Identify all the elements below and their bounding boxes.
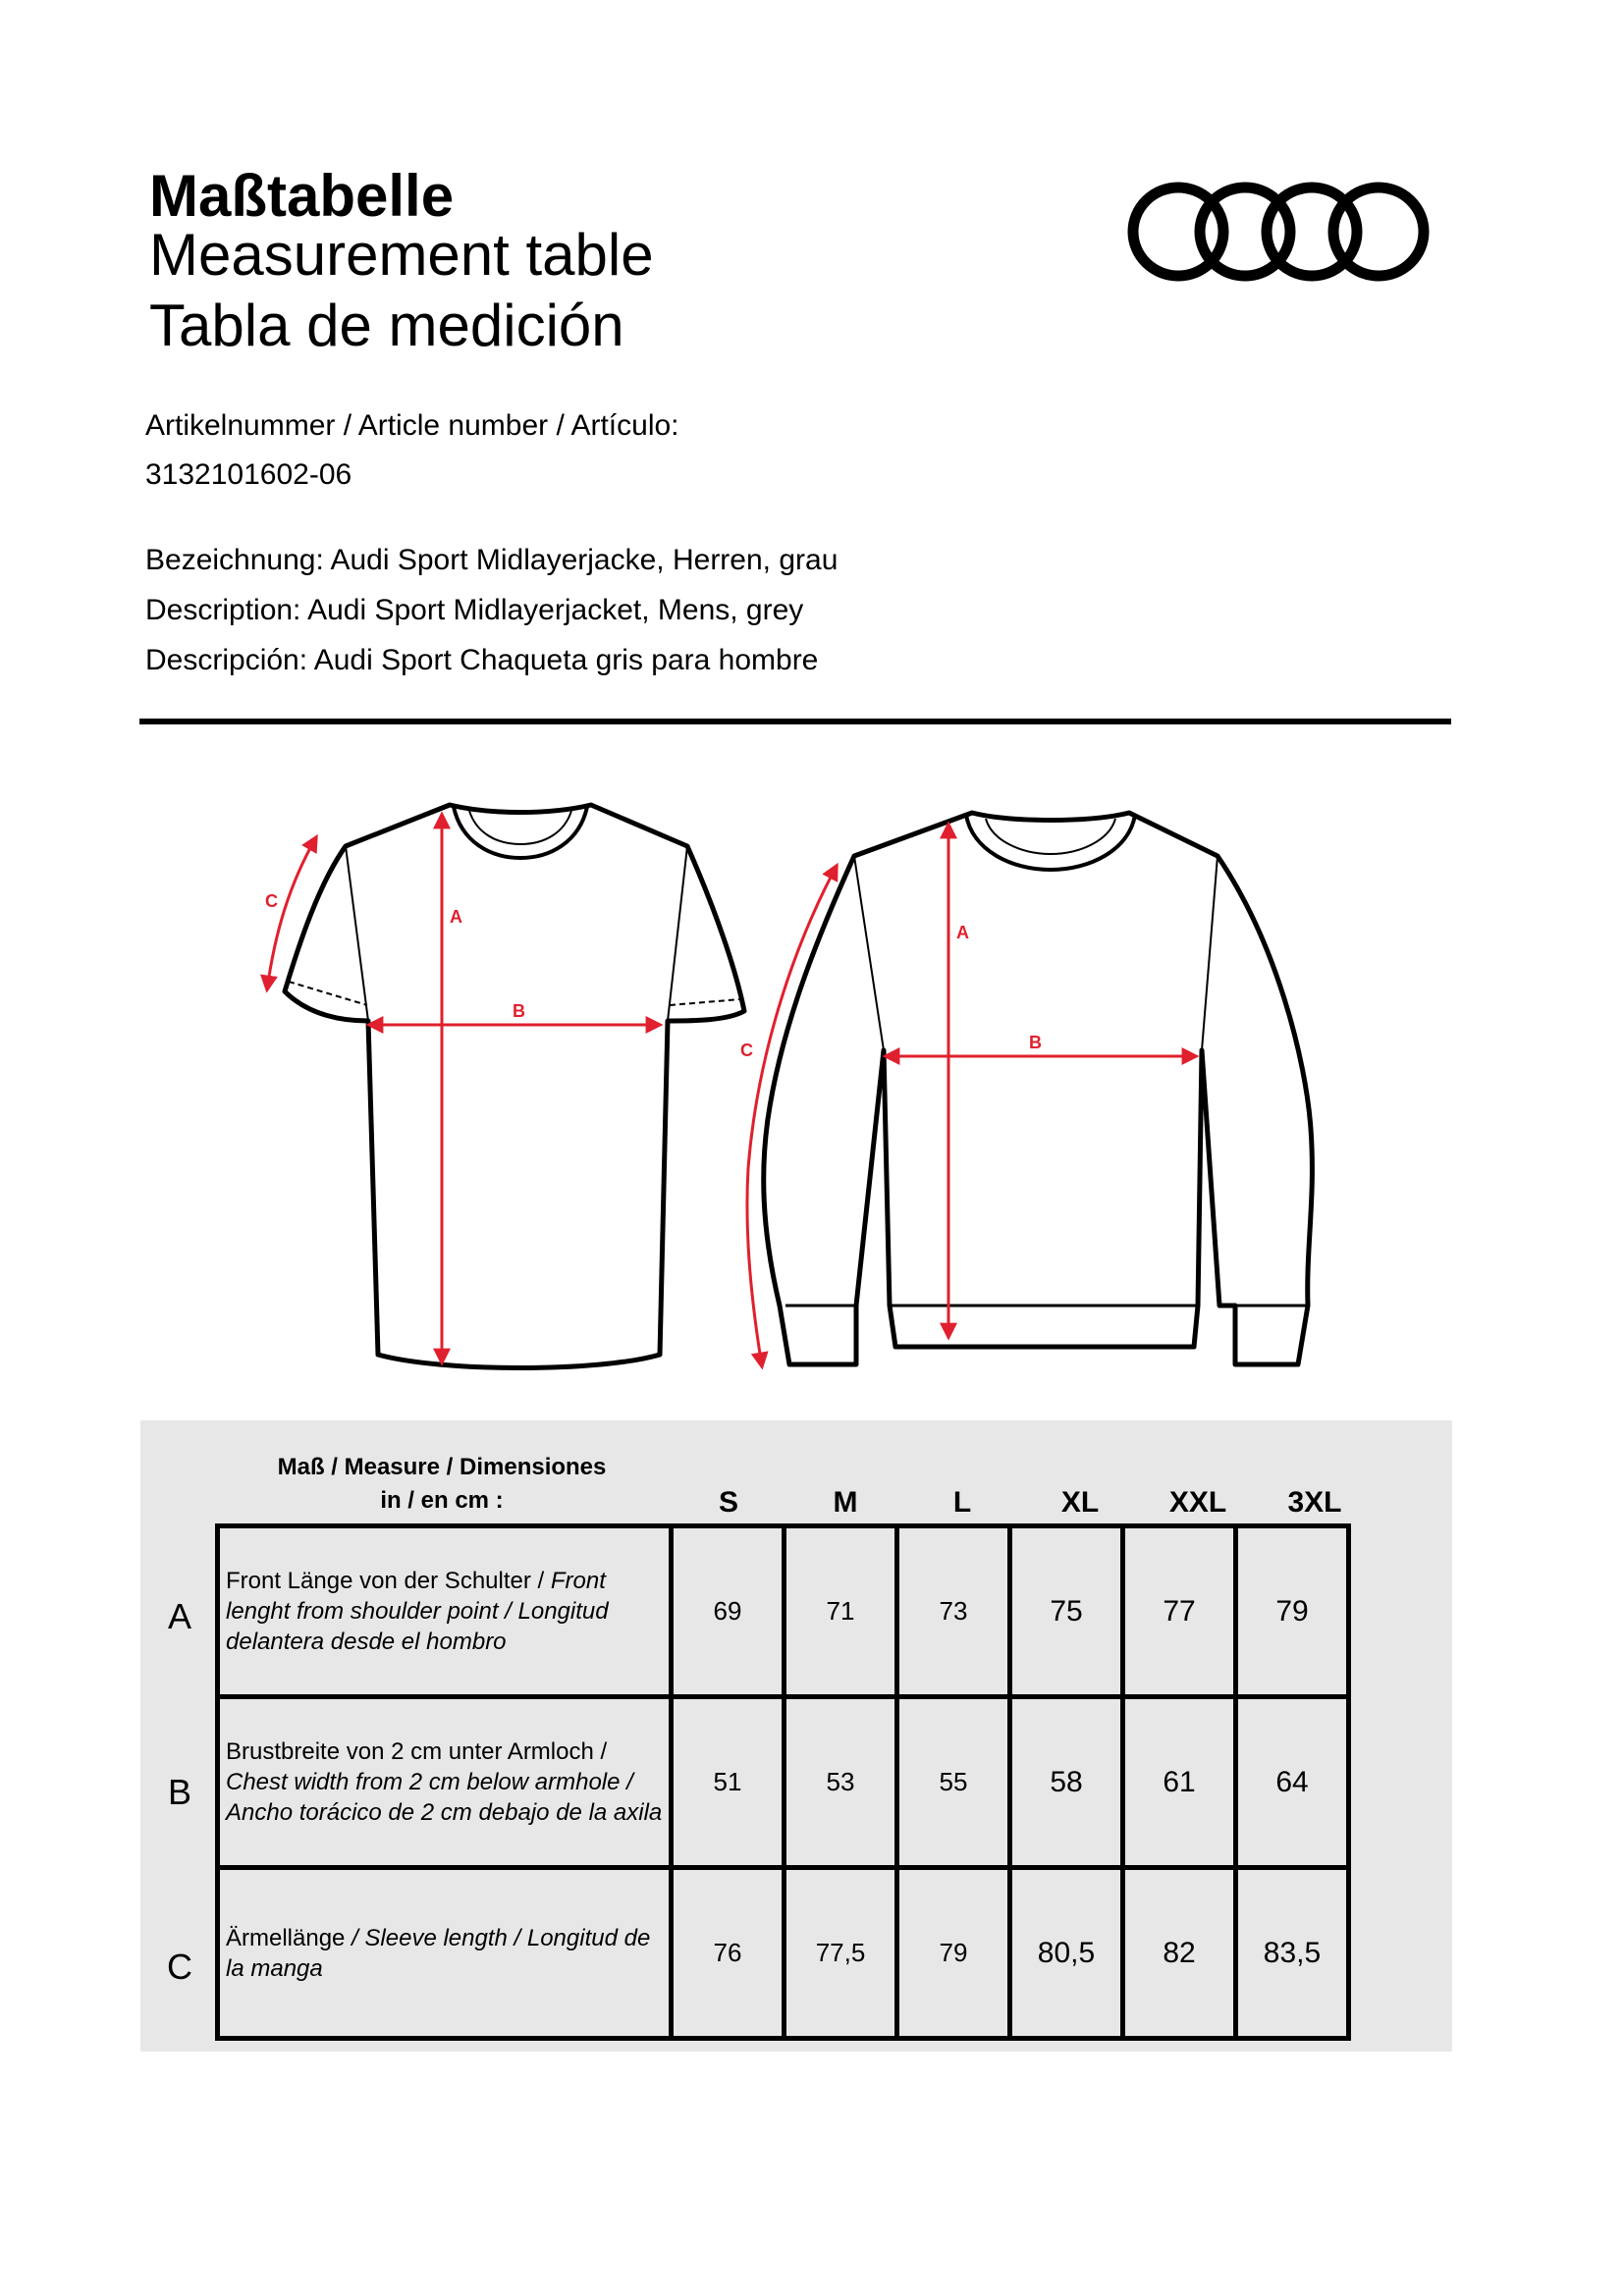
separator-rule xyxy=(139,719,1451,724)
table-cell: 82 xyxy=(1123,1868,1236,2039)
row-description: Front Länge von der Schulter / Front lenght from shoulder point / Longitud delantera desde el hombro xyxy=(218,1526,672,1697)
row-letter-a: A xyxy=(167,1596,191,1636)
sweater-arrow-c xyxy=(747,866,837,1366)
description-english: Description: Audi Sport Midlayerjacket, Mens, grey xyxy=(145,594,804,626)
tshirt-right-side-seam xyxy=(668,846,687,1021)
table-cell: 61 xyxy=(1123,1697,1236,1868)
table-cell: 73 xyxy=(897,1526,1010,1697)
title-english: Measurement table xyxy=(149,222,654,288)
sweater-diagram xyxy=(740,813,1312,1366)
table-row xyxy=(218,1868,1349,2039)
size-header-m: M xyxy=(833,1486,858,1519)
row-description: Brustbreite von 2 cm unter Armloch / Chest width from 2 cm below armhole / Ancho torácico de 2 cm debajo de la axila xyxy=(218,1697,672,1868)
sweater-right-raglan xyxy=(1202,856,1218,1050)
table-cell: 77 xyxy=(1123,1526,1236,1697)
tshirt-collar-inner xyxy=(469,811,571,844)
audi-four-rings-logo xyxy=(1119,177,1434,294)
measure-header-line1: Maß / Measure / Dimensiones xyxy=(277,1454,607,1480)
description-german: Bezeichnung: Audi Sport Midlayerjacke, Herren, grau xyxy=(145,544,839,576)
table-cell: 80,5 xyxy=(1010,1868,1123,2039)
measure-header xyxy=(236,1451,648,1518)
size-header-l: L xyxy=(952,1486,972,1519)
table-cell: 58 xyxy=(1010,1697,1123,1868)
row-description: Ärmellänge / Sleeve length / Longitud de la manga xyxy=(218,1868,672,2039)
size-header-3xl: 3XL xyxy=(1287,1486,1342,1519)
title-german: Maßtabelle xyxy=(149,163,455,229)
tshirt-label-c: C xyxy=(265,891,278,911)
table-row xyxy=(218,1697,1349,1868)
table-cell: 53 xyxy=(785,1697,897,1868)
table-cell: 76 xyxy=(672,1868,785,2039)
table-cell: 64 xyxy=(1236,1697,1349,1868)
size-header-xl: XL xyxy=(1060,1486,1100,1519)
table-cell: 83,5 xyxy=(1236,1868,1349,2039)
article-number: 3132101602-06 xyxy=(145,458,352,491)
sweater-collar-inner xyxy=(986,819,1115,854)
description-spanish: Descripción: Audi Sport Chaqueta gris para hombre xyxy=(145,644,819,676)
row-letter-b: B xyxy=(167,1772,191,1812)
table-cell: 79 xyxy=(1236,1526,1349,1697)
size-header-xxl: XXL xyxy=(1168,1486,1227,1519)
sweater-label-c: C xyxy=(740,1041,753,1060)
table-cell: 51 xyxy=(672,1697,785,1868)
row-letter-c: C xyxy=(167,1947,192,1987)
table-cell: 55 xyxy=(897,1697,1010,1868)
measure-header-line2: in / en cm : xyxy=(380,1487,504,1514)
tshirt-outline xyxy=(285,805,744,1368)
table-cell: 79 xyxy=(897,1868,1010,2039)
tshirt-left-side-seam xyxy=(346,846,368,1021)
tshirt-label-b: B xyxy=(513,1001,525,1021)
table-cell: 71 xyxy=(785,1526,897,1697)
sweater-collar xyxy=(966,815,1135,870)
measurement-table xyxy=(215,1523,1351,2041)
garment-diagrams xyxy=(0,785,1624,1394)
table-cell: 75 xyxy=(1010,1526,1123,1697)
table-row xyxy=(218,1526,1349,1697)
article-number-label: Artikelnummer / Article number / Artículo: xyxy=(145,409,679,442)
sweater-label-a: A xyxy=(956,923,969,942)
table-cell: 77,5 xyxy=(785,1868,897,2039)
sweater-left-raglan xyxy=(854,856,884,1050)
size-header-s: S xyxy=(718,1486,738,1519)
tshirt-diagram xyxy=(265,805,744,1368)
title-spanish: Tabla de medición xyxy=(149,293,624,358)
sweater-label-b: B xyxy=(1029,1033,1042,1052)
sweater-outline xyxy=(764,813,1313,1364)
tshirt-label-a: A xyxy=(450,907,462,927)
tshirt-right-sleeve-hem xyxy=(670,999,740,1005)
table-cell: 69 xyxy=(672,1526,785,1697)
